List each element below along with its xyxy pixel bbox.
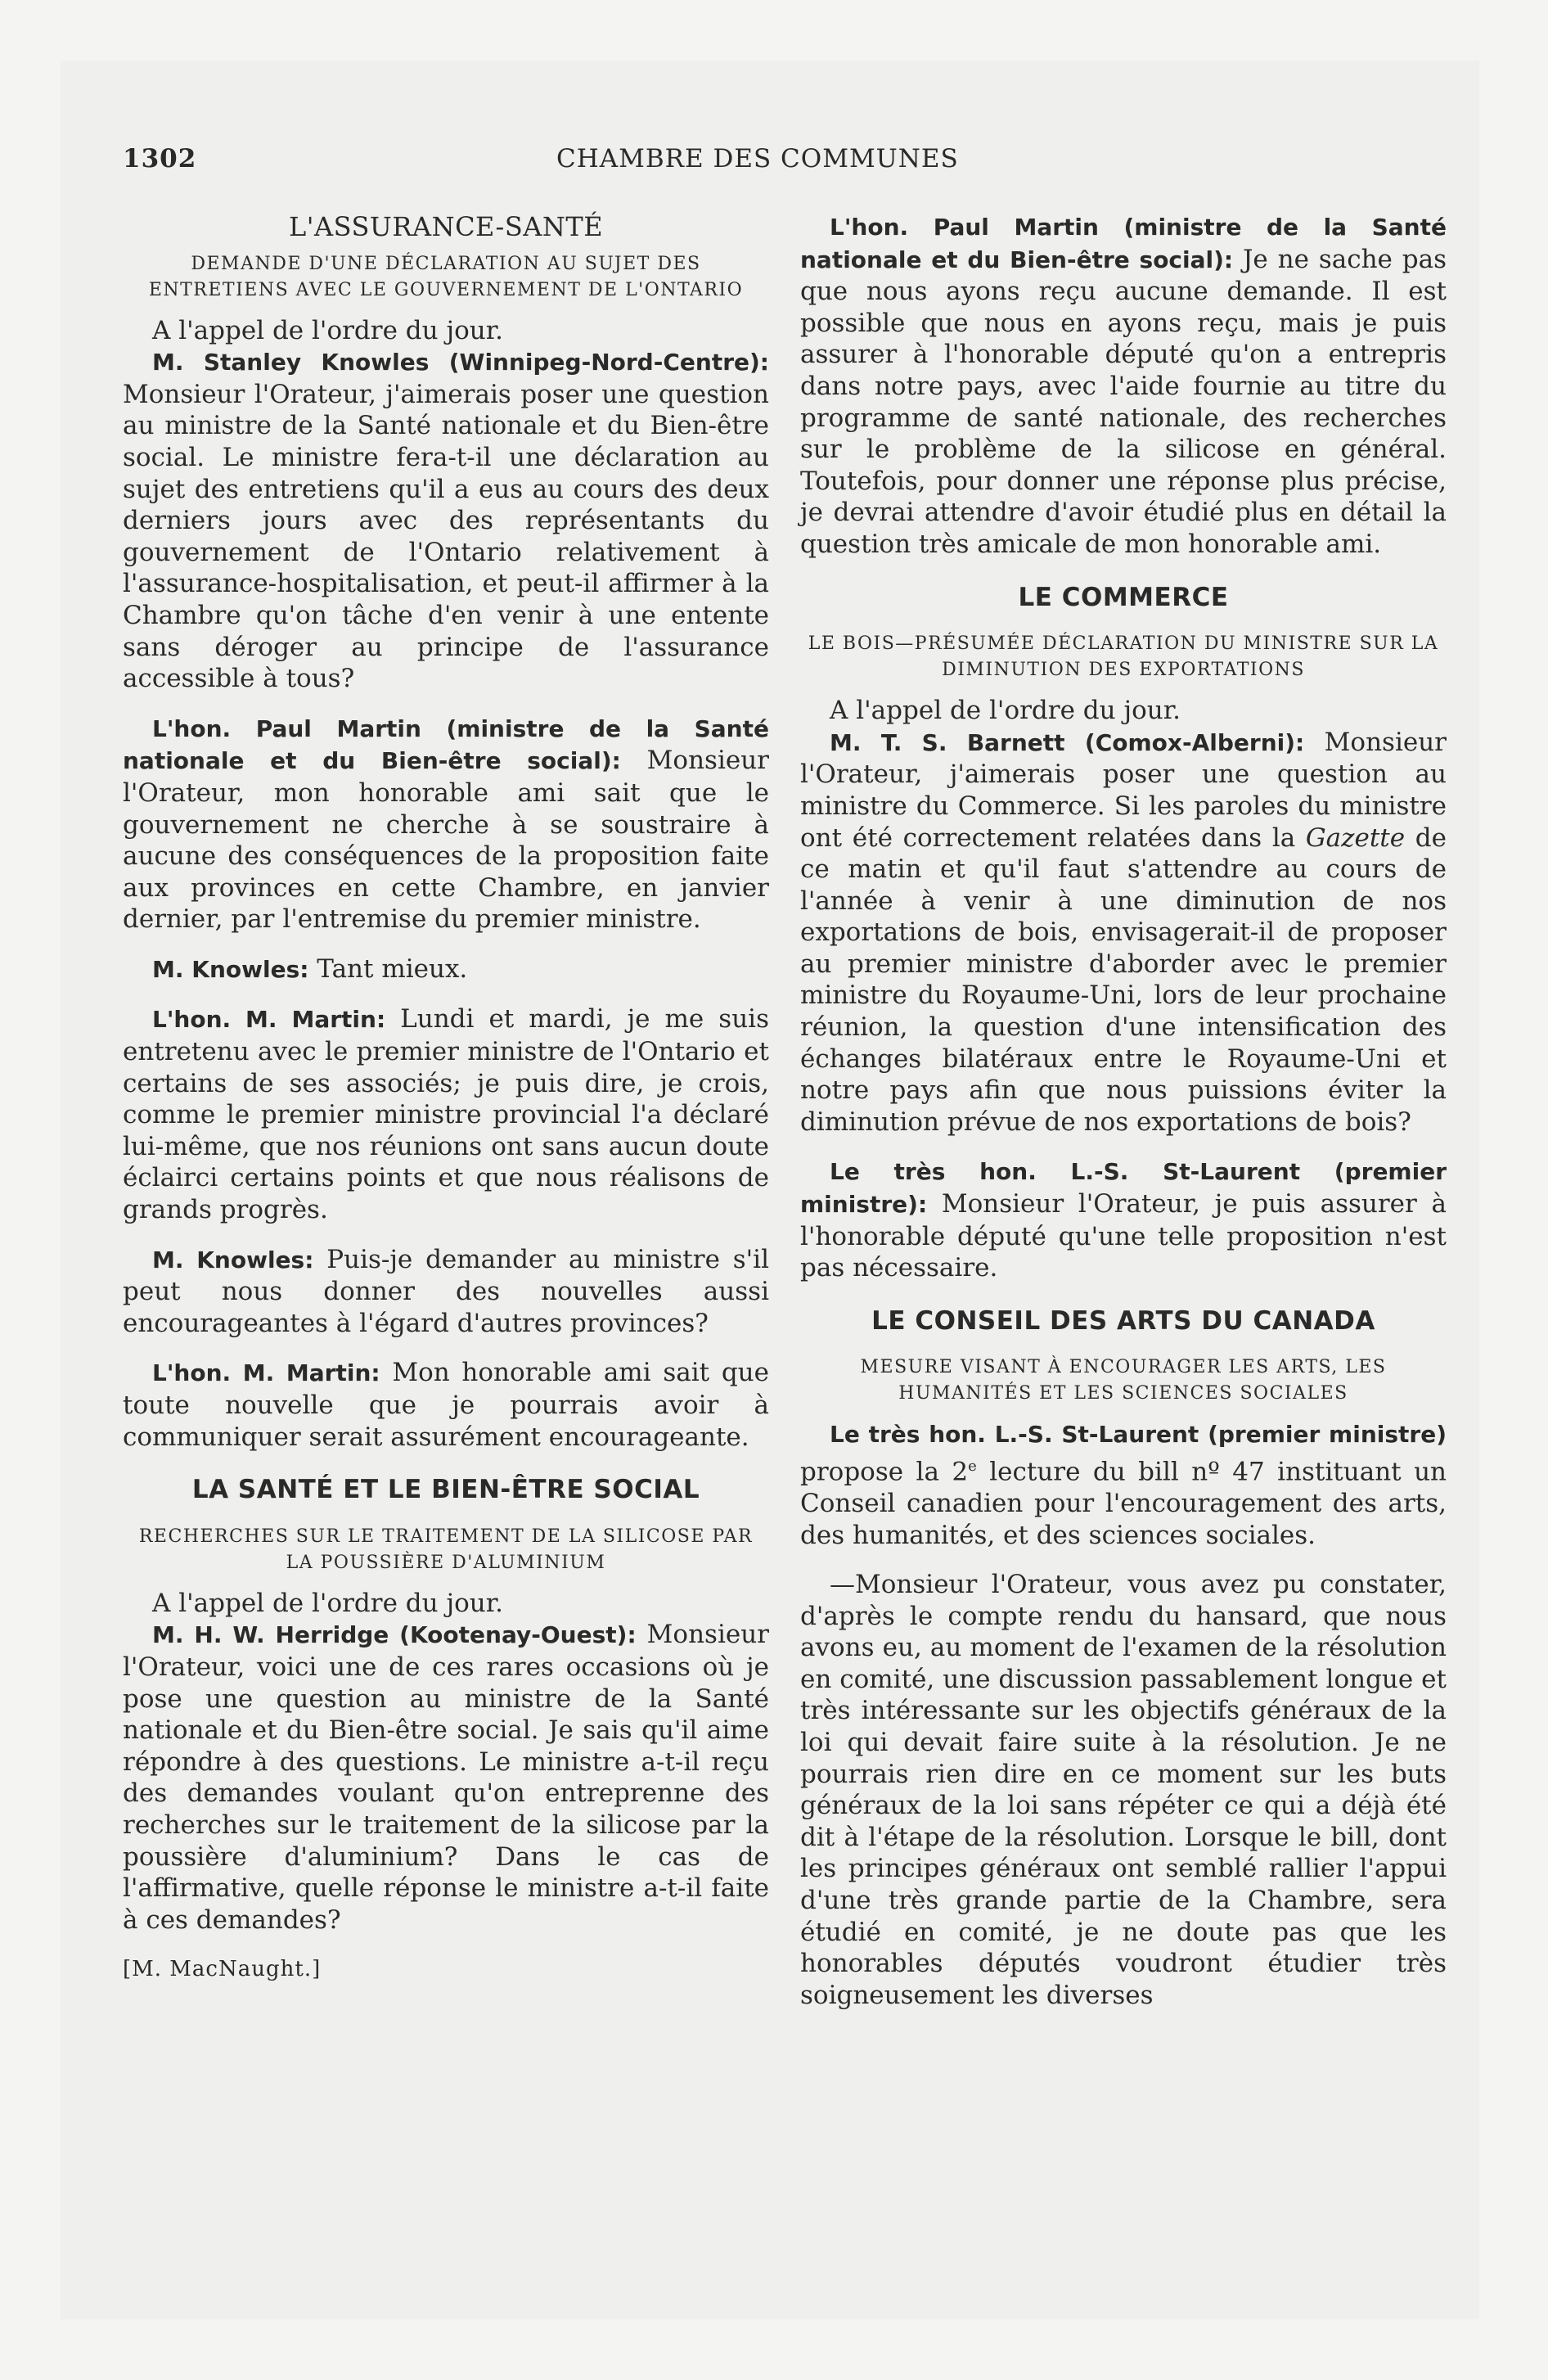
order-call: A l'appel de l'ordre du jour. — [152, 315, 503, 345]
speech-paragraph — [800, 1569, 1447, 2011]
speech-paragraph — [123, 1357, 769, 1453]
page-number: 1302 — [123, 144, 197, 174]
speech-paragraph — [800, 727, 1447, 1138]
superscript: e — [968, 1458, 977, 1475]
speaker-name: M. Knowles: — [152, 1246, 314, 1273]
speech-paragraph — [123, 1244, 769, 1340]
speech-text: —Monsieur l'Orateur, vous avez pu constater, d'après le compte rendu du hansard, que nous avons eu, au moment de l'examen de la résolution en comité, une discussion passablement longue et très intéressante sur les objectifs généraux de la loi qui devait faire suite à la résolution. Je ne pourrais rien dire en ce moment sur les buts généraux de la loi sans répéter ce qui a déjà été dit à l'étape de la résolution. Lorsque le bill, dont les principes généraux ont semblé rallier l'appui d'une très grande partie de la Chambre, sera étudié en comité, je ne doute pas que les honorables députés voudront étudier très soigneusement les diverses — [800, 1570, 1447, 2010]
speech-text: Mon honorable ami sait que toute nouvelle que je pourrais avoir à communiquer serait assurément encourageante. — [123, 1358, 769, 1452]
running-title: CHAMBRE DES COMMUNES — [556, 144, 959, 174]
speech-text: Monsieur l'Orateur, j'aimerais poser une question au ministre du Commerce. Si les paroles du ministre ont été correctement relatées dans la — [800, 727, 1447, 853]
speaker-name: L'hon. M. Martin: — [152, 1006, 386, 1034]
speech-text: Tant mieux. — [317, 953, 468, 984]
speech-paragraph — [123, 1003, 769, 1225]
speech-paragraph — [123, 713, 769, 935]
speech-paragraph — [800, 211, 1447, 561]
speech-text: Monsieur l'Orateur, j'aimerais poser une question au ministre de la Santé nationale et du Bien-être social. Le ministre fera-t-il une déclaration au sujet des entretiens qu'il a eus au cours des deux derniers jours avec des représentants du gouvernement de l'Ontario relativement à l'assurance-hospitalisation, et peut-il affirmer à la Chambre qu'on tâche d'en venir à une entente sans déroger au principe de l'assurance accessible à tous? — [123, 379, 769, 694]
order-call: A l'appel de l'ordre du jour. — [152, 1588, 503, 1618]
speech-text: Lundi et mardi, je me suis entretenu avec le premier ministre de l'Ontario et certains de ses associés; je puis dire, je crois, comme le premier ministre provincial l'a déclaré lui-même, que nos réunions ont sans aucun doute éclairci certains points et que nous réalisons de grands progrès. — [123, 1004, 769, 1225]
speaker-name: Le très hon. L.-S. St-Laurent (premier ministre): — [800, 1158, 1447, 1219]
speech-text: Monsieur l'Orateur, je puis assurer à l'honorable député qu'une telle proposition n'est pas nécessaire. — [800, 1189, 1447, 1283]
section-subtitle: MESURE VISANT À ENCOURAGER LES ARTS, LES HUMANITÉS ET LES SCIENCES SOCIALES — [860, 1357, 1387, 1404]
section-title-conseil-des-arts: LE CONSEIL DES ARTS DU CANADA — [871, 1305, 1375, 1336]
speaker-name: L'hon. Paul Martin (ministre de la Santé nationale et du Bien-être social): — [800, 214, 1447, 273]
speaker-name: M. Knowles: — [152, 955, 309, 983]
page-header — [123, 144, 1448, 185]
footer-note: [M. MacNaught.] — [123, 1957, 322, 1982]
speaker-name: M. T. S. Barnett (Comox-Alberni): — [830, 728, 1305, 756]
speaker-name: L'hon. Paul Martin (ministre de la Santé nationale et du Bien-être social): — [123, 714, 769, 775]
speech-paragraph — [800, 1156, 1447, 1283]
section-subtitle: DEMANDE D'UNE DÉCLARATION AU SUJET DES ENTRETIENS AVEC LE GOUVERNEMENT DE L'ONTARIO — [148, 253, 744, 300]
speaker-name: M. H. W. Herridge (Kootenay-Ouest): — [152, 1621, 637, 1649]
speaker-name: M. Stanley Knowles (Winnipeg-Nord-Centre): — [152, 349, 769, 376]
speaker-name: L'hon. M. Martin: — [152, 1359, 380, 1387]
section-title-assurance-sante: L'ASSURANCE-SANTÉ — [288, 211, 604, 242]
speech-paragraph — [123, 953, 769, 986]
publication-title: Gazette — [1305, 823, 1406, 853]
speech-text: lecture du bill nº 47 instituant un Conseil canadien pour l'encouragement des arts, des humanités, et des sciences sociales. — [800, 1457, 1447, 1550]
speech-text: Monsieur l'Orateur, mon honorable ami sait que le gouvernement ne cherche à se soustraire à aucune des conséquences de la proposition faite aux provinces en cette Chambre, en janvier dernier, par l'entremise du premier ministre. — [123, 746, 769, 935]
section-subtitle: LE BOIS—PRÉSUMÉE DÉCLARATION DU MINISTRE SUR LA DIMINUTION DES EXPORTATIONS — [808, 633, 1439, 681]
speech-text: Monsieur l'Orateur, voici une de ces rares occasions où je pose une question au ministre de la Santé nationale et du Bien-être social. Je sais qu'il aime répondre à des questions. Le ministre a-t-il reçu des demandes voulant qu'on entreprenne des recherches sur le traitement de la silicose par la poussière d'aluminium? Dans le cas de l'affirmative, quelle réponse le ministre a-t-il faite à ces demandes? — [123, 1620, 769, 1935]
section-title-commerce: LE COMMERCE — [1018, 582, 1229, 612]
speech-text: propose la 2 — [800, 1457, 969, 1487]
left-column — [123, 211, 769, 1986]
speech-paragraph — [123, 346, 769, 695]
right-column — [800, 211, 1447, 2029]
speech-paragraph — [123, 1619, 769, 1936]
order-call: A l'appel de l'ordre du jour. — [830, 696, 1181, 726]
speech-text: de ce matin et qu'il faut s'attendre au cours de l'année à venir à une diminution de nos exportations de bois, envisagerait-il de proposer au premier ministre d'aborder avec le premier ministre du Royaume-Uni, lors de leur prochaine réunion, la question d'une intensification des échanges bilatéraux entre le Royaume-Uni et notre pays afin que nous puissions éviter la diminution prévue de nos exportations de bois? — [800, 823, 1447, 1137]
speech-text: Je ne sache pas que nous ayons reçu aucune demande. Il est possible que nous en ayons reçu, mais je puis assurer à l'honorable député qu'on a entrepris dans notre pays, avec l'aide fournie au titre du programme de santé nationale, des recherches sur le problème de la silicose en général. Toutefois, pour donner une réponse plus précise, je devrai attendre d'avoir étudié plus en détail la question très amicale de mon honorable ami. — [800, 244, 1447, 559]
speech-text: Puis-je demander au ministre s'il peut nous donner des nouvelles aussi encourageantes à l'égard d'autres provinces? — [123, 1244, 769, 1338]
speaker-name: Le très hon. L.-S. St-Laurent (premier ministre) — [830, 1421, 1447, 1449]
section-subtitle: RECHERCHES SUR LE TRAITEMENT DE LA SILICOSE PAR LA POUSSIÈRE D'ALUMINIUM — [138, 1526, 754, 1573]
speech-paragraph — [800, 1418, 1447, 1551]
section-title-sante-bien-etre: LA SANTÉ ET LE BIEN-ÊTRE SOCIAL — [191, 1475, 700, 1505]
